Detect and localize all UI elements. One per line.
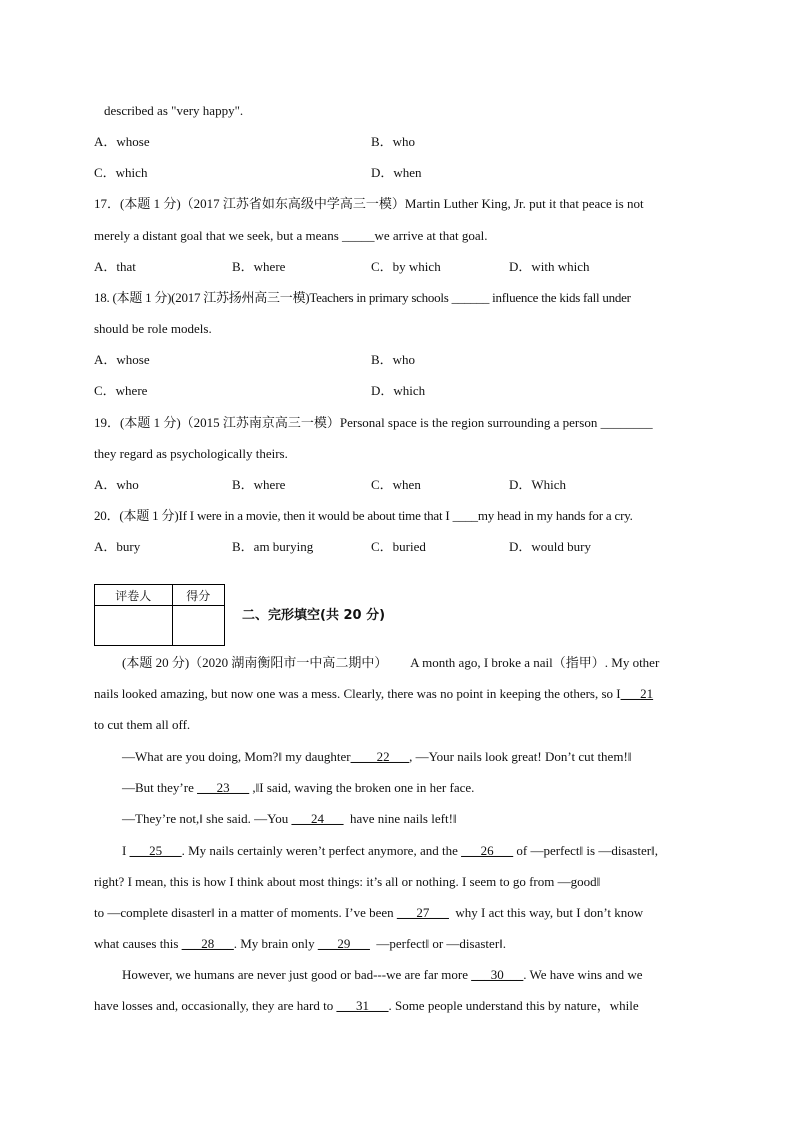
q19-stem-line1: 19．(本题 1 分)（2015 江苏南京高三一模）Personal space is the region surrounding a person ________ xyxy=(94,415,653,430)
q18-stem-line1: 18. (本题 1 分)(2017 江苏扬州高三一模)Teachers in primary schools ______ influence the kids fall under xyxy=(94,290,631,305)
q16-option-d: D．when xyxy=(371,165,422,180)
blank-31: ___31___ xyxy=(336,998,389,1013)
blank-30: ___30___ xyxy=(471,967,524,982)
q20-option-c: C．buried xyxy=(371,539,426,554)
passage-p3-line-2: have losses and, occasionally, they are hard to ___31___. Some people understand this by nature，while xyxy=(94,998,639,1013)
blank-25: ___25___ xyxy=(129,843,182,858)
q20-stem-line1: 20．(本题 1 分)If I were in a movie, then it would be about time that I ____my head in my hands for a cry. xyxy=(94,508,633,523)
q16-text: described as "very happy". xyxy=(104,103,244,118)
passage-p2-line-4: what causes this ___28___. My brain only ___29___ —perfect‖ or —disaster‖. xyxy=(94,936,507,951)
q17-option-c: C．by which xyxy=(371,259,441,274)
passage-p2-line-2: right? I mean, this is how I think about most things: it’s all or nothing. I seem to go from —good‖ xyxy=(94,874,601,889)
passage-p3-line-1: However, we humans are never just good or bad---we are far more ___30___. We have wins and we xyxy=(122,967,643,982)
q17-stem-line1: 17．(本题 1 分)（2017 江苏省如东高级中学高三一模）Martin Luther King, Jr. put it that peace is not xyxy=(94,196,644,211)
blank-28: ___28___ xyxy=(181,936,234,951)
q16-option-c: C．which xyxy=(94,165,148,180)
q17-option-d: D．with which xyxy=(509,259,590,274)
q17-option-b: B．where xyxy=(232,259,286,274)
score-box xyxy=(94,584,225,646)
blank-27: ___27___ xyxy=(396,905,449,920)
q19-option-b: B．where xyxy=(232,477,286,492)
q18-option-b: B．who xyxy=(371,352,416,367)
q16-option-b: B．who xyxy=(371,134,416,149)
score-box-score-header: 得分 xyxy=(172,585,224,606)
q20-option-b: B．am burying xyxy=(232,539,314,554)
passage-dialog-1: —What are you doing, Mom?‖ my daughter____22___, —Your nails look great! Don’t cut them!‖ xyxy=(122,749,632,764)
blank-24: ___24___ xyxy=(291,811,344,826)
passage-line-1: (本题 20 分)（2020 湖南衡阳市一中高二期中） A month ago, I broke a nail（指甲）. My other xyxy=(122,655,660,670)
blank-21: ___21 xyxy=(620,686,654,701)
blank-22: ____22___ xyxy=(350,749,410,764)
q19-option-a: A．who xyxy=(94,477,139,492)
passage-p2-line-1: I ___25___. My nails certainly weren’t perfect anymore, and the ___26___ of —perfect‖ is —disaster‖, xyxy=(122,843,658,858)
q19-option-d: D．Which xyxy=(509,477,567,492)
q20-option-d: D．would bury xyxy=(509,539,591,554)
q17-option-a: A．that xyxy=(94,259,136,274)
passage-line-2: nails looked amazing, but now one was a mess. Clearly, there was no point in keeping the others, so I___21 xyxy=(94,686,654,701)
blank-23: ___23___ xyxy=(197,780,250,795)
score-box-grader-header: 评卷人 xyxy=(95,585,173,606)
passage-line-3: to cut them all off. xyxy=(94,717,191,732)
q18-stem-line2: should be role models. xyxy=(94,321,212,336)
section-title: 二、完形填空(共 20 分) xyxy=(242,608,386,623)
score-box-score-cell xyxy=(172,606,224,646)
score-box-grader-cell xyxy=(95,606,173,646)
passage-dialog-2: —But they’re ___23___ ,‖I said, waving the broken one in her face. xyxy=(122,780,475,795)
q18-option-a: A．whose xyxy=(94,352,150,367)
passage-dialog-3: —They’re not,‖ she said. —You ___24___ have nine nails left!‖ xyxy=(122,811,457,826)
passage-p2-line-3: to —complete disaster‖ in a matter of moments. I’ve been ___27___ why I act this way, but I don’t know xyxy=(94,905,644,920)
q18-option-d: D．which xyxy=(371,383,426,398)
q19-option-c: C．when xyxy=(371,477,421,492)
q19-stem-line2: they regard as psychologically theirs. xyxy=(94,446,288,461)
q17-stem-line2: merely a distant goal that we seek, but a means _____we arrive at that goal. xyxy=(94,228,488,243)
blank-26: ___26___ xyxy=(461,843,514,858)
blank-29: ___29___ xyxy=(317,936,370,951)
q18-option-c: C．where xyxy=(94,383,148,398)
q16-option-a: A．whose xyxy=(94,134,150,149)
q20-option-a: A．bury xyxy=(94,539,141,554)
